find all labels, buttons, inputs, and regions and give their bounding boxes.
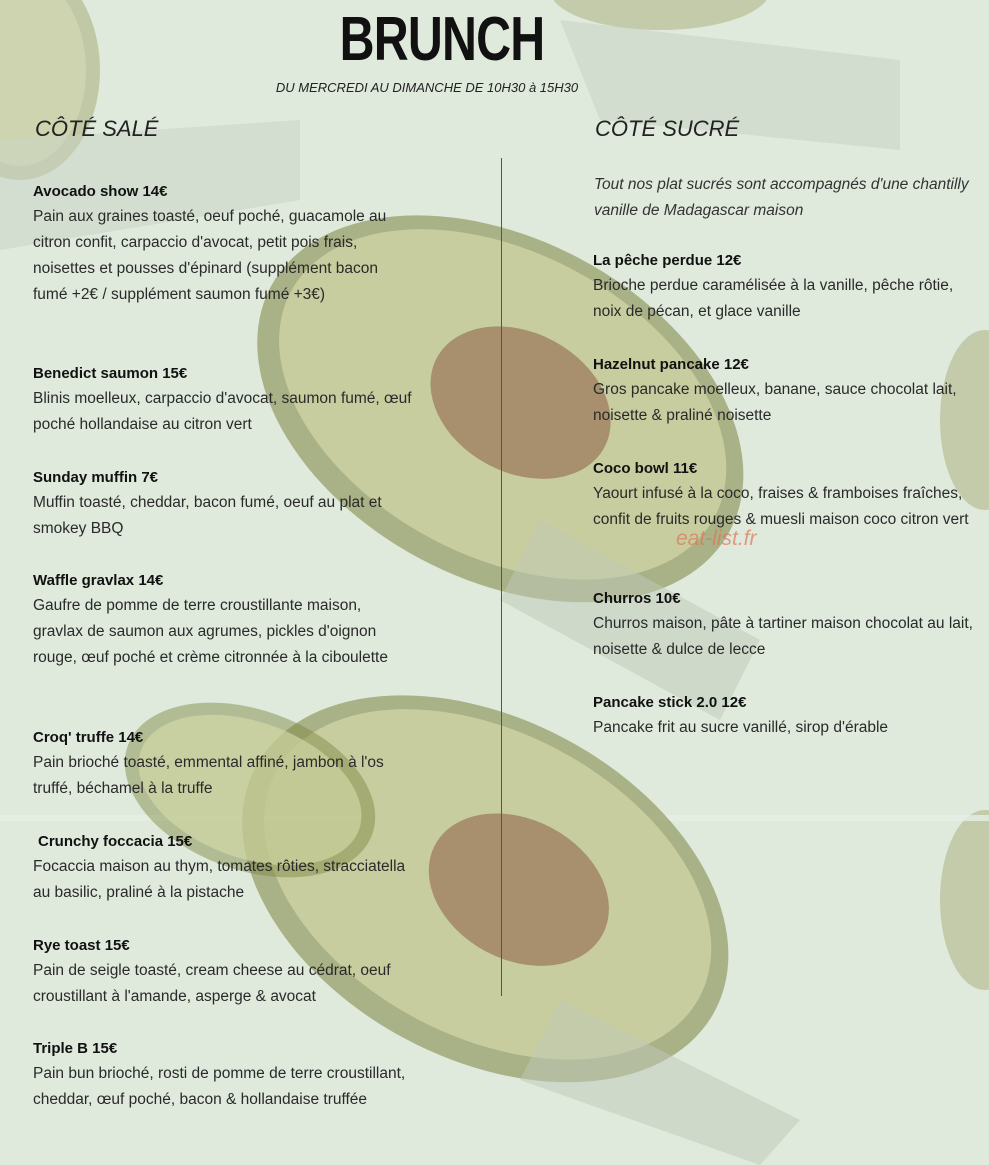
item-name: Avocado show 14€ (33, 183, 168, 200)
menu-item-croq-truffe (33, 729, 413, 802)
menu-item-churros (593, 590, 983, 663)
menu-hours: DU MERCREDI AU DIMANCHE DE 10H30 à 15H30 (275, 80, 579, 95)
menu-item-crunchy-foccacia (33, 833, 418, 906)
item-description: Pain bun brioché, rosti de pomme de terre croustillant, cheddar, œuf poché, bacon & hollandaise truffée (33, 1065, 406, 1108)
menu-item-peche-perdue (593, 252, 983, 325)
item-description: Focaccia maison au thym, tomates rôties, stracciatella au basilic, praliné à la pistache (33, 858, 406, 901)
item-name: Pancake stick 2.0 12€ (593, 694, 747, 711)
watermark: eat-list.fr (676, 527, 757, 550)
menu-item-pancake-stick (593, 694, 983, 741)
item-name: Benedict saumon 15€ (33, 365, 188, 382)
menu-item-avocado-show (33, 183, 413, 308)
item-description: Yaourt infusé à la coco, fraises & framboises fraîches, confit de fruits rouges & muesli maison coco citron vert (593, 485, 969, 528)
item-name: Rye toast 15€ (33, 937, 130, 954)
item-name: Waffle gravlax 14€ (33, 572, 164, 589)
menu-item-coco-bowl (593, 460, 983, 533)
heading-cote-sale: CÔTÉ SALÉ (35, 116, 159, 141)
item-description: Pain aux graines toasté, oeuf poché, guacamole au citron confit, carpaccio d'avocat, petit pois frais, noisettes et pousses d'épinard (supplément bacon fumé +2€ / supplément saumon fumé +3€) (33, 208, 387, 303)
item-description: Brioche perdue caramélisée à la vanille, pêche rôtie, noix de pécan, et glace vanille (593, 277, 954, 320)
item-description: Blinis moelleux, carpaccio d'avocat, saumon fumé, œuf poché hollandaise au citron vert (33, 390, 412, 433)
menu-title: BRUNCH (339, 5, 545, 74)
item-name: Hazelnut pancake 12€ (593, 356, 749, 373)
menu-item-hazelnut-pancake (593, 356, 983, 429)
item-description: Gros pancake moelleux, banane, sauce chocolat lait, noisette & praliné noisette (593, 381, 957, 424)
item-name: Coco bowl 11€ (593, 460, 698, 477)
item-description: Pain brioché toasté, emmental affiné, jambon à l'os truffé, béchamel à la truffe (33, 754, 384, 797)
item-name: La pêche perdue 12€ (593, 252, 742, 269)
item-name: Triple B 15€ (33, 1040, 118, 1057)
menu-item-sunday-muffin (33, 469, 413, 542)
sweet-intro-note: Tout nos plat sucrés sont accompagnés d'une chantilly vanille de Madagascar maison (594, 176, 969, 219)
item-name: Sunday muffin 7€ (33, 469, 159, 486)
heading-cote-sucre: CÔTÉ SUCRÉ (595, 116, 740, 141)
column-divider (501, 158, 502, 996)
item-description: Pancake frit au sucre vanillé, sirop d'érable (593, 719, 889, 736)
item-description: Muffin toasté, cheddar, bacon fumé, oeuf au plat et smokey BBQ (33, 494, 382, 537)
menu-item-rye-toast (33, 937, 413, 1010)
item-description: Pain de seigle toasté, cream cheese au cédrat, oeuf croustillant à l'amande, asperge & avocat (33, 962, 391, 1005)
item-description: Gaufre de pomme de terre croustillante maison, gravlax de saumon aux agrumes, pickles d'oignon rouge, œuf poché et crème citronnée à la ciboulette (33, 597, 388, 666)
item-name: Crunchy foccacia 15€ (38, 833, 193, 850)
menu-item-waffle-gravlax (33, 572, 413, 671)
menu-item-triple-b (33, 1040, 413, 1113)
item-name: Croq' truffe 14€ (33, 729, 144, 746)
menu-item-benedict-saumon (33, 365, 413, 438)
item-description: Churros maison, pâte à tartiner maison chocolat au lait, noisette & dulce de lecce (593, 615, 973, 658)
item-name: Churros 10€ (593, 590, 681, 607)
